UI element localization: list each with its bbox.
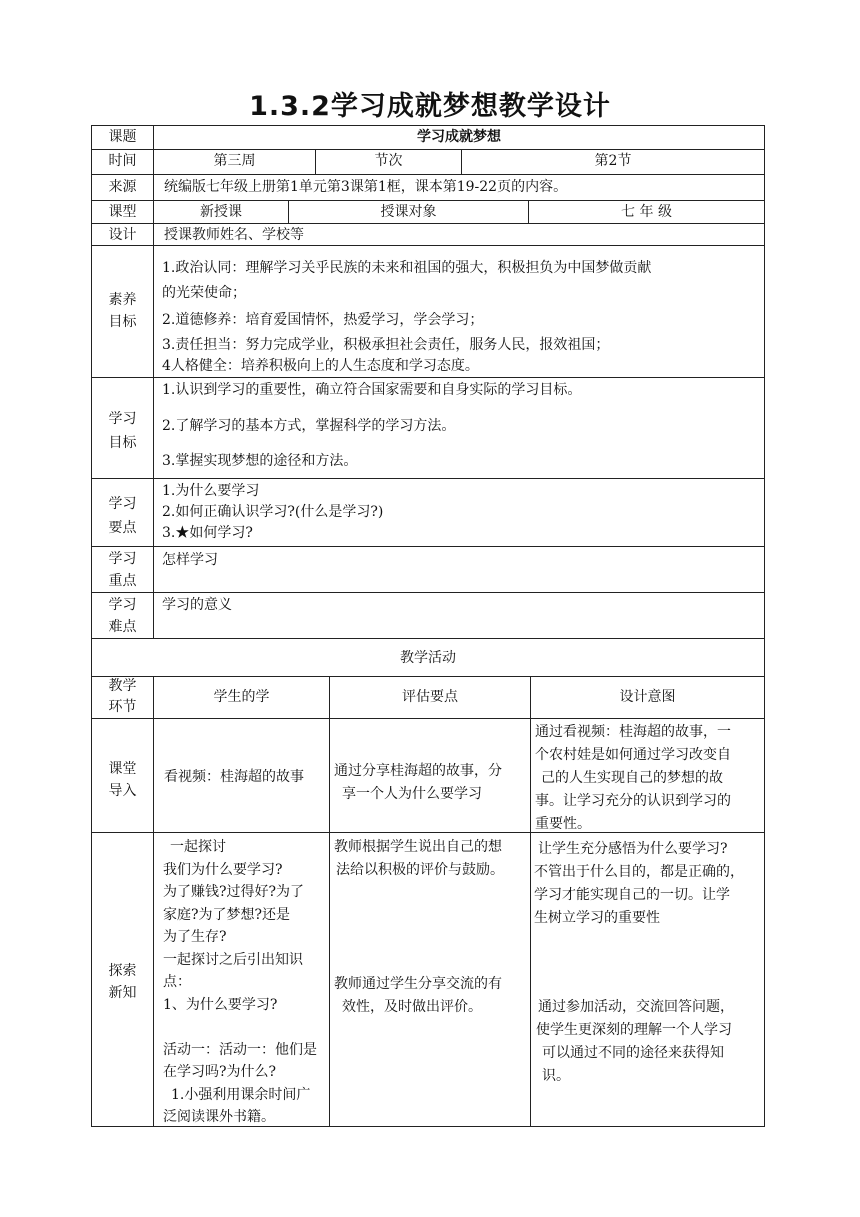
label-source: 来源 <box>108 179 137 195</box>
header-assess: 评估要点 <box>402 689 458 705</box>
explore-intent-line: 学习才能实现自己的一切。让学 <box>534 887 730 903</box>
goals-line: 1.认识到学习的重要性，确立符合国家需要和自身实际的学习目标。 <box>162 382 582 398</box>
label-points <box>92 492 153 540</box>
goals-list <box>162 379 762 474</box>
explore-student-line: 1.小强利用课余时间广 <box>171 1086 311 1103</box>
explore-student-line: 一起探讨 <box>170 839 226 855</box>
label-literacy-line1: 素养 <box>108 292 137 308</box>
explore-student-line: 为了赚钱?过得好?为了 <box>163 884 305 900</box>
stage-explore-line1: 探索 <box>108 963 137 979</box>
stage-explore-line2: 新知 <box>108 985 137 1001</box>
literacy-line: 2.道德修养：培育爱国情怀，热爱学习，学会学习； <box>162 312 484 328</box>
label-key-line2: 重点 <box>108 573 137 589</box>
label-points-line2: 要点 <box>108 520 137 536</box>
intro-assess-line: 通过分享桂海超的故事，分 <box>334 763 502 779</box>
label-points-line1: 学习 <box>108 496 137 512</box>
label-audience: 授课对象 <box>380 204 437 220</box>
label-difficulty-line2: 难点 <box>108 619 137 635</box>
explore-intent-line: 让学生充分感悟为什么要学习? <box>538 841 728 857</box>
explore-student-line: 我们为什么要学习? <box>163 861 283 878</box>
explore-intent-line: 可以通过不同的途径来获得知 <box>542 1045 724 1061</box>
points-list <box>162 481 762 544</box>
literacy-line: 的光荣使命； <box>162 285 246 301</box>
literacy-line: 1.政治认同：理解学习关乎民族的未来和祖国的强大，积极担负为中国梦做贡献 <box>162 260 652 276</box>
goals-line: 2.了解学习的基本方式，掌握科学的学习方法。 <box>162 418 456 434</box>
intro-assess <box>334 760 530 806</box>
literacy-list <box>162 256 762 379</box>
explore-student-line: 在学习吗?为什么? <box>163 1064 277 1080</box>
goals-line: 3.掌握实现梦想的途径和方法。 <box>162 453 358 469</box>
label-literacy-line2: 目标 <box>108 314 137 330</box>
time-period: 第2节 <box>594 153 632 169</box>
explore-intent-line: 通过参加活动，交流回答问题， <box>538 999 734 1015</box>
activities-heading: 教学活动 <box>400 650 456 666</box>
points-line: 1.为什么要学习 <box>162 483 260 499</box>
intro-intent-line: 重要性。 <box>535 816 591 832</box>
stage-intro <box>92 758 153 802</box>
label-type: 课型 <box>108 204 137 220</box>
design-value: 授课教师姓名、学校等 <box>164 227 304 243</box>
literacy-line: 4人格健全：培养积极向上的人生态度和学习态度。 <box>162 358 479 374</box>
label-time: 时间 <box>108 153 137 169</box>
type-value: 新授课 <box>200 204 242 220</box>
points-line: 3.★如何学习? <box>162 525 253 541</box>
intro-student: 看视频：桂海超的故事 <box>164 769 304 785</box>
header-stage-line2: 环节 <box>108 699 137 715</box>
literacy-line: 3.责任担当：努力完成学业，积极承担社会责任，服务人民，报效祖国； <box>162 337 610 353</box>
stage-explore <box>92 960 153 1004</box>
explore-student-line: 为了生存? <box>163 929 227 945</box>
intro-intent-line: 事。让学习充分的认识到学习的 <box>535 793 731 809</box>
document-title: 1.3.2学习成就梦想教学设计 <box>249 91 611 122</box>
explore-student <box>163 836 329 1129</box>
explore-intent-2 <box>536 996 764 1088</box>
explore-assess-line: 法给以积极的评价与鼓励。 <box>336 862 504 878</box>
label-goals <box>92 407 153 455</box>
explore-assess-line: 效性，及时做出评价。 <box>342 999 482 1015</box>
explore-assess-line: 教师根据学生说出自己的想 <box>334 839 502 855</box>
explore-student-line: 泛阅读课外书籍。 <box>163 1109 275 1125</box>
label-period: 节次 <box>374 153 403 169</box>
explore-student-line <box>163 1016 329 1039</box>
explore-student-line: 一起探讨之后引出知识 <box>163 951 303 968</box>
explore-assess-line: 教师通过学生分享交流的有 <box>334 976 502 992</box>
intro-intent-line: 通过看视频：桂海超的故事，一 <box>535 724 731 740</box>
explore-intent-1 <box>534 838 764 930</box>
explore-intent-line: 使学生更深刻的理解一个人学习 <box>536 1022 732 1038</box>
label-design: 设计 <box>108 227 137 243</box>
header-stage <box>92 676 153 718</box>
stage-intro-line2: 导入 <box>108 783 137 799</box>
label-goals-line2: 目标 <box>108 435 137 451</box>
points-line: 2.如何正确认识学习?(什么是学习?) <box>162 504 384 520</box>
label-difficulty-line1: 学习 <box>108 597 137 613</box>
difficulty-value: 学习的意义 <box>162 597 232 613</box>
header-stage-line1: 教学 <box>108 678 137 694</box>
key-value: 怎样学习 <box>162 552 218 568</box>
intro-intent-line: 个农村娃是如何通过学习改变自 <box>535 747 731 763</box>
explore-student-line: 1、为什么要学习? <box>163 996 278 1013</box>
explore-student-line: 点： <box>163 974 191 990</box>
intro-assess-line: 享一个人为什么要学习 <box>342 786 482 802</box>
header-student: 学生的学 <box>213 689 270 705</box>
explore-assess-2 <box>334 973 530 1019</box>
label-goals-line1: 学习 <box>108 411 137 427</box>
intro-intent-line: 己的人生实现自己的梦想的故 <box>541 770 723 786</box>
explore-student-line: 家庭?为了梦想?还是 <box>163 906 291 923</box>
source-value: 统编版七年级上册第1单元第3课第1框，课本第19-22页的内容。 <box>164 179 568 195</box>
header-intent: 设计意图 <box>619 689 676 705</box>
explore-intent-line: 识。 <box>542 1068 570 1084</box>
label-literacy <box>92 289 153 333</box>
explore-intent-line: 不管出于什么目的，都是正确的， <box>534 864 744 880</box>
intro-intent <box>535 721 764 836</box>
label-topic: 课题 <box>108 129 137 145</box>
label-key <box>92 548 153 592</box>
explore-assess-1 <box>334 836 530 882</box>
label-key-line1: 学习 <box>108 551 137 567</box>
time-week: 第三周 <box>213 153 256 169</box>
audience-value: 七 年 级 <box>621 204 672 220</box>
explore-student-line: 活动一：活动一：他们是 <box>163 1041 317 1058</box>
label-difficulty <box>92 594 153 638</box>
topic-value: 学习成就梦想 <box>417 129 501 145</box>
explore-intent-line: 生树立学习的重要性 <box>534 910 660 926</box>
stage-intro-line1: 课堂 <box>108 761 137 777</box>
